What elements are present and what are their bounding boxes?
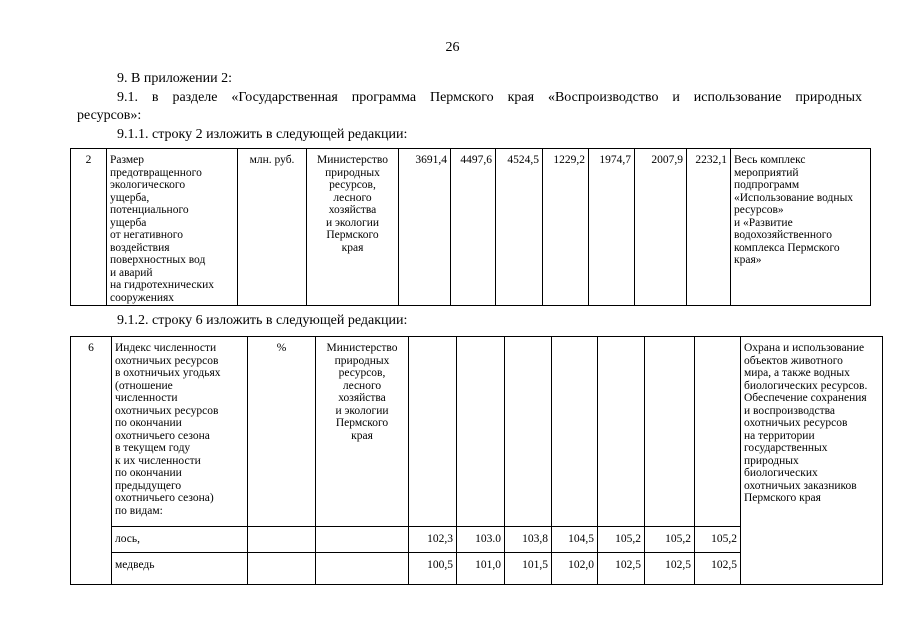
- note: Охрана и использование объектов животного мира, а также водных биологических ресурсов. Обеспечение сохранения и воспроизводства охотничьих ресурсов на территории государственных природных биологических охотничьих заказников Пермского края: [741, 337, 883, 585]
- row-number: 6: [71, 337, 112, 585]
- paragraph-9-1-line1: 9.1. в разделе «Государственная программа Пермского края «Воспроизводство и использование природных: [117, 90, 862, 105]
- value-cell: 103.0: [457, 527, 505, 553]
- value-cell: 104,5: [552, 527, 598, 553]
- value-cell: 102,5: [645, 553, 695, 585]
- value-cell: 102,5: [695, 553, 741, 585]
- unit: %: [248, 337, 316, 527]
- empty-cell: [409, 337, 457, 527]
- note: Весь комплекс мероприятий подпрограмм «Использование водных ресурсов» и «Развитие водохозяйственного комплекса Пермского края»: [731, 149, 871, 306]
- value-cell: 4524,5: [496, 149, 543, 306]
- table-row-2: [70, 148, 871, 306]
- row-number: 2: [71, 149, 107, 306]
- value-cell: 2232,1: [687, 149, 731, 306]
- paragraph-9-1-2: 9.1.2. строку 6 изложить в следующей редакции:: [117, 313, 408, 328]
- value-cell: 105,2: [645, 527, 695, 553]
- value-cell: 101,5: [505, 553, 552, 585]
- table-row-6: [70, 336, 883, 585]
- species-label: лось,: [112, 527, 248, 553]
- empty-cell: [552, 337, 598, 527]
- paragraph-9-1-line2: ресурсов»:: [77, 108, 142, 123]
- value-cell: 1229,2: [543, 149, 589, 306]
- executor: Министерство природных ресурсов, лесного хозяйства и экологии Пермского края: [316, 337, 409, 527]
- species-label: медведь: [112, 553, 248, 585]
- value-cell: 101,0: [457, 553, 505, 585]
- value-cell: 1974,7: [589, 149, 635, 306]
- value-cell: 4497,6: [451, 149, 496, 306]
- value-cell: 102,0: [552, 553, 598, 585]
- empty-cell: [248, 527, 316, 553]
- empty-cell: [505, 337, 552, 527]
- empty-cell: [695, 337, 741, 527]
- value-cell: 3691,4: [399, 149, 451, 306]
- value-cell: 105,2: [598, 527, 645, 553]
- empty-cell: [645, 337, 695, 527]
- unit: млн. руб.: [238, 149, 307, 306]
- empty-cell: [598, 337, 645, 527]
- page-number: 26: [445, 40, 460, 55]
- empty-cell: [316, 553, 409, 585]
- value-cell: 100,5: [409, 553, 457, 585]
- value-cell: 105,2: [695, 527, 741, 553]
- empty-cell: [316, 527, 409, 553]
- value-cell: 102,3: [409, 527, 457, 553]
- executor: Министерство природных ресурсов, лесного хозяйства и экологии Пермского края: [307, 149, 399, 306]
- indicator-name: Размер предотвращенного экологического ущерба, потенциального ущерба от негативного воздействия поверхностных вод и аварий на гидротехнических сооружениях: [107, 149, 238, 306]
- paragraph-9-1-1: 9.1.1. строку 2 изложить в следующей редакции:: [117, 127, 408, 142]
- paragraph-9: 9. В приложении 2:: [117, 71, 233, 86]
- empty-cell: [248, 553, 316, 585]
- empty-cell: [457, 337, 505, 527]
- value-cell: 2007,9: [635, 149, 687, 306]
- indicator-name: Индекс численности охотничьих ресурсов в охотничьих угодьях (отношение численности охотничьих ресурсов по окончании охотничьего сезона в текущем году к их численности по окончании предыдущего охотничьего сезона) по видам:: [112, 337, 248, 527]
- value-cell: 102,5: [598, 553, 645, 585]
- value-cell: 103,8: [505, 527, 552, 553]
